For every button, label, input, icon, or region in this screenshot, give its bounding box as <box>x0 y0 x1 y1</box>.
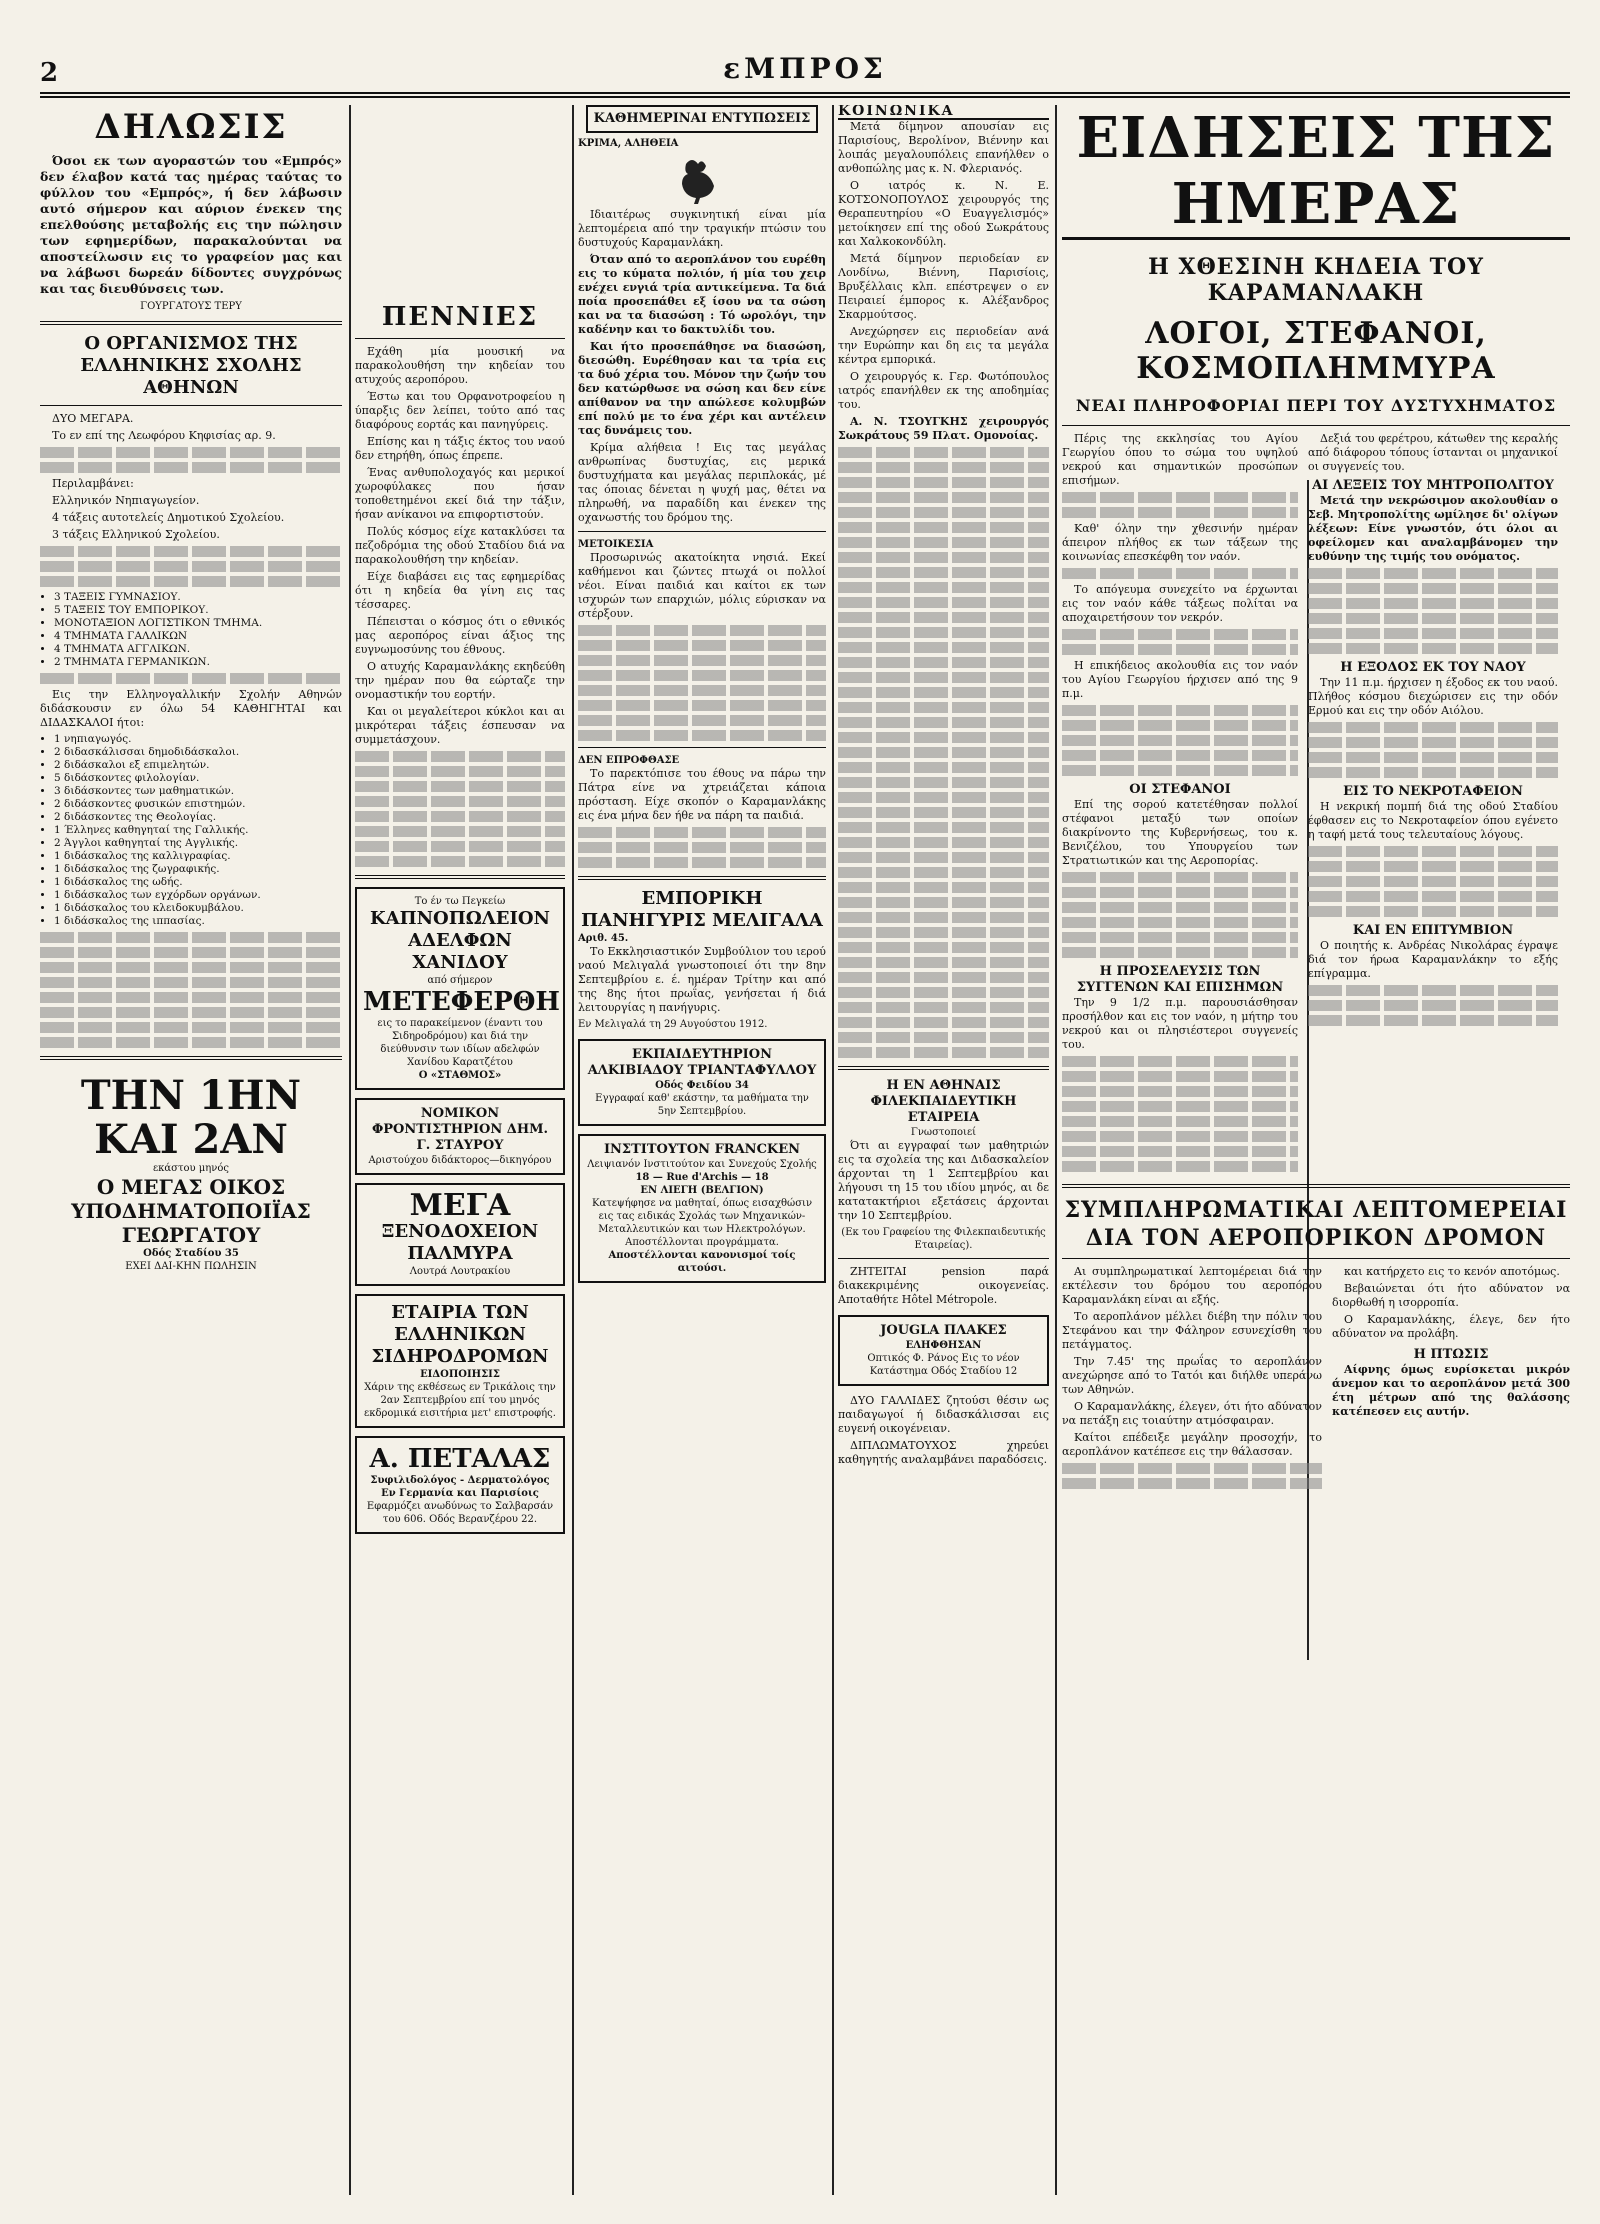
shoe-ad-name: Ο ΜΕΓΑΣ ΟΙΚΟΣ ΥΠΟΔΗΜΑΤΟΠΟΙΪΑΣ ΓΕΩΡΓΑΤΟΥ <box>71 1175 311 1247</box>
text-filler <box>838 807 1049 818</box>
news-left-text: Πέρις της εκκλησίας του Αγίου Γεωργίου όπου το σώμα του υψηλού νεκρού και σημαντικών προσώπων επισήμων. <box>1062 432 1298 487</box>
text-filler <box>1308 1000 1558 1011</box>
pennies-item: Είχε διαβάσει εις τας εφημερίδας ότι η κηδεία θα γίνη εις τας τέσσαρες. <box>355 570 565 611</box>
fair-title: ΕΜΠΟΡΙΚΗ ΠΑΝΗΓΥΡΙΣ ΜΕΛΙΓΑΛΑ <box>581 888 823 931</box>
francken-ad <box>578 1134 826 1283</box>
news-left-text: Καθ' όλην την χθεσινήν ημέραν άπειρον πλήθος εκ των τάξεων της κοινωνίας επεσκέφθη τον ναόν. <box>1062 522 1298 563</box>
teacher-item: • 1 νηπιαγωγός. <box>54 733 342 746</box>
page-number: 2 <box>40 58 59 88</box>
flight-details-right-text: Βεβαιώνεται ότι ήτο αδύνατον να διορθωθή η ισορροπία. <box>1332 1282 1570 1309</box>
impressions-text: Ιδιαιτέρως συγκινητική είναι μία λεπτομέρεια από την τραγικήν πτώσιν του δυστυχούς Καραμανλάκη. <box>578 208 826 249</box>
francken-city: ΕΝ ΛΙΕΓΗ (ΒΕΛΓΙΟΝ) <box>640 1185 764 1196</box>
relatives-text: Την 9 1/2 π.μ. παρουσιάσθησαν προσήλθον και εις τον ναόν, η μήτηρ του νεκρού και οι πλησιέστεροι συγγενείς του. <box>1062 996 1298 1051</box>
org-title: Ο ΟΡΓΑΝΙΣΜΟΣ ΤΗΣ ΕΛΛΗΝΙΚΗΣ ΣΧΟΛΗΣ ΑΘΗΝΩΝ <box>80 333 302 398</box>
text-filler <box>838 567 1049 578</box>
shoe-ad-sub: εκάστου μηνός <box>152 1163 229 1174</box>
tobacco-ad <box>355 887 565 1090</box>
flight-details-right-text: και κατήρχετο εις το κενόν αποτόμως. <box>1344 1265 1560 1278</box>
text-filler <box>1062 1131 1298 1142</box>
teacher-item: • 1 διδάσκαλος της ιππασίας. <box>54 915 342 928</box>
text-filler <box>1062 629 1298 640</box>
column-rule <box>349 105 351 2195</box>
divider <box>40 321 342 325</box>
column-social <box>838 105 1049 1470</box>
org-line: Περιλαμβάνει: <box>52 477 134 490</box>
news-banner: ΕΙΔΗΣΕΙΣ ΤΗΣ ΗΜΕΡΑΣ <box>1062 105 1570 240</box>
class-item: • 4 ΤΜΗΜΑΤΑ ΓΑΛΛΙΚΩΝ <box>54 630 342 643</box>
text-filler <box>1308 568 1558 579</box>
text-filler <box>838 612 1049 623</box>
fair-text: Το Εκκλησιαστικόν Συμβούλιον του ιερού ναού Μελιγαλά γνωστοποιεί ότι την 8ην Σεπτεμβρίου ε. έ. ημέραν Τρίτην και από της 8ης ήτοι πρωΐας, γενήσεται ή διά λειτουργίας η πανήγυρις. <box>578 945 826 1014</box>
text-filler <box>838 942 1049 953</box>
hotel-ad-name: ΞΕΝΟΔΟΧΕΙΟΝ ΠΑΛΜΥΡΑ <box>381 1221 539 1264</box>
class-item: • ΜΟΝΟΤΑΞΙΟΝ ΛΟΓΙΣΤΙΚΟΝ ΤΜΗΜΑ. <box>54 617 342 630</box>
text-filler <box>1062 1146 1298 1157</box>
metropolitan-title: ΑΙ ΛΕΞΕΙΣ ΤΟΥ ΜΗΤΡΟΠΟΛΙΤΟΥ <box>1312 478 1554 493</box>
pennies-item: Έστω και του Ορφανοτροφείου η ύπαρξις δεν λείπει, τούτο από τας διαφόρους εορτάς και πανηγύρεις. <box>355 390 565 431</box>
text-filler <box>838 672 1049 683</box>
doctor-ad <box>355 1436 565 1534</box>
teacher-item: • 3 διδάσκοντες των μαθηματικών. <box>54 785 342 798</box>
impressions-sub2: ΜΕΤΟΙΚΕΣΙΑ <box>578 539 654 550</box>
text-filler <box>838 897 1049 908</box>
crash-text: Αίφνης όμως ευρίσκεται μικρόν άνεμον και το αεροπλάνον μετά 300 έτη μέτρων από της θαλάσσης κατέπεσεν εις αυτήν. <box>1332 1363 1570 1418</box>
text-filler <box>838 822 1049 833</box>
school-ad-text: Εγγραφαί καθ' εκάστην, τα μαθήματα την 5ην Σεπτεμβρίου. <box>595 1093 809 1117</box>
epitaph-title: ΚΑΙ ΕΝ ΕΠΙΤΥΜΒΙΟΝ <box>1352 923 1514 938</box>
declaration-signature: ΓΟΥΡΓΑΤΟΥΣ ΤΕΡΥ <box>140 301 242 312</box>
text-filler <box>40 462 342 473</box>
divider <box>578 747 826 748</box>
school-ad <box>578 1039 826 1126</box>
shoe-ad <box>40 1068 342 1279</box>
social-item: Ο ιατρός κ. Ν. Ε. ΚΟΤΣΟΝΟΠΟΥΛΟΣ χειρουργός της Θεραπευτηρίου «Ο Ευαγγελισμός» μετοίκησεν επί της οδού Σωκράτους και Χαλκοκονδύλη. <box>838 179 1049 248</box>
flight-details-text: Την 7.45' της πρωΐας το αεροπλάνον ανεχώρησε από το Τατόι και διήλθε υπεράνω των Αθηνών. <box>1062 1355 1322 1396</box>
flight-details-text: Καίτοι επέδειξε μεγάλην προσοχήν, το αεροπλάνον κατέπεσε εις την θάλασσαν. <box>1062 1431 1322 1458</box>
teacher-item: • 1 διδάσκαλος των εγχόρδων οργάνων. <box>54 889 342 902</box>
jougla-ad <box>838 1315 1049 1386</box>
teacher-list <box>40 733 342 928</box>
text-filler <box>1062 507 1298 518</box>
text-filler <box>1308 598 1558 609</box>
hotel-ad-sub: Λουτρά Λουτρακίου <box>409 1266 511 1277</box>
impressions-text: Και ήτο προσεπάθησε να διασώση, διεσώθη. Ευρέθησαν και τα τρία εις τα δυό χέρια του. Μόνον την ζωήν του δεν κατώρθωσε να σώση και δεν είνε απίθανον να την απώλεσε κολυμβών επί πολύ με το ένα χέρι και αντέλειν τας δυνάμεις του. <box>578 340 826 437</box>
tutor-ad: ΔΙΠΛΩΜΑΤΟΥΧΟΣ χηρεύει καθηγητής αναλαμβάνει παραδόσεις. <box>838 1439 1049 1466</box>
jougla-title: JOUGLA ΠΛΑΚΕΣ <box>880 1323 1007 1338</box>
text-filler <box>838 957 1049 968</box>
society-text: Ότι αι εγγραφαί των μαθητριών εις τα σχολεία της και Διδασκαλείον άρχονται τη 1 Σεπτεμβρίου και λήγουσι τη 15 του ιδίου μηνός, αι δε κατατακτήριοι εξετάσεις άρχονται την 10 Σεπτεμβρίου. <box>838 1139 1049 1222</box>
text-filler <box>1062 1056 1298 1067</box>
shoe-ad-tail: ΕΧΕΙ ΔΑΙ-ΚΗΝ ΠΩΛΗΣΙΝ <box>125 1261 257 1272</box>
column-rule <box>1055 105 1057 2195</box>
text-filler <box>40 932 342 943</box>
text-filler <box>1308 737 1558 748</box>
text-filler <box>838 717 1049 728</box>
text-filler <box>355 781 565 792</box>
text-filler <box>838 837 1049 848</box>
text-filler <box>838 642 1049 653</box>
column-pennies <box>355 300 565 1542</box>
divider <box>355 875 565 879</box>
text-filler <box>1062 917 1298 928</box>
divider <box>1062 1184 1570 1188</box>
society-source: (Εκ του Γραφείου της Φιλεκπαιδευτικής Εταιρείας). <box>841 1227 1046 1251</box>
text-filler <box>578 842 826 853</box>
class-item: • 4 ΤΜΗΜΑΤΑ ΑΓΓΛΙΚΩΝ. <box>54 643 342 656</box>
flight-details-right <box>1332 1265 1570 1493</box>
text-filler <box>838 852 1049 863</box>
flight-details-columns <box>1062 1265 1570 1493</box>
pennies-item: Και οι μεγαλείτεροι κύκλοι και αι μικρότεραι τάξεις έσπευσαν να συμμετάσχουν. <box>355 705 565 746</box>
text-filler <box>40 546 342 557</box>
text-filler <box>578 655 826 666</box>
text-filler <box>838 927 1049 938</box>
doctor-ad-text: Εφαρμόζει ανωδύνως το Σαλβαρσάν του 606. Οδός Βερανζέρου 22. <box>366 1501 554 1525</box>
hotel-ad-big: ΜΕΓΑ <box>409 1188 511 1223</box>
jougla-text: Οπτικός Φ. Ράνος Εις το νέον Κατάστημα Οδός Σταδίου 12 <box>867 1353 1020 1377</box>
text-filler <box>1062 1086 1298 1097</box>
social-item: Α. Ν. ΤΣΟΥΓΚΗΣ χειρουργός Σωκράτους 59 Πλατ. Ομονοίας. <box>838 415 1049 442</box>
law-school-sub: Αριστούχου διδάκτορος—δικηγόρου <box>368 1155 552 1166</box>
fair-number: Αριθ. 45. <box>578 933 629 944</box>
crash-title: Η ΠΤΩΣΙΣ <box>1413 1347 1489 1362</box>
text-filler <box>1062 887 1298 898</box>
text-filler <box>40 447 342 458</box>
school-ad-address: Οδός Φειδίου 34 <box>655 1080 749 1091</box>
teacher-item: • 2 Άγγλοι καθηγηταί της Αγγλικής. <box>54 837 342 850</box>
news-sub-crowds: ΛΟΓΟΙ, ΣΤΕΦΑΝΟΙ, ΚΟΣΜΟΠΛΗΜΜΥΡΑ <box>1136 316 1496 386</box>
text-filler <box>355 796 565 807</box>
text-filler <box>578 730 826 741</box>
text-filler <box>1308 985 1558 996</box>
exit-text: Την 11 π.μ. ήρχισεν η έξοδος εκ του ναού. Πλήθος κόσμου διεχώρισεν εις την οδόν Ερμού και εις την οδόν Αιόλου. <box>1308 676 1558 717</box>
text-filler <box>838 447 1049 458</box>
text-filler <box>1062 1478 1322 1489</box>
pennies-item: Ο ατυχής Καραμανλάκης εκηδεύθη την ημέραν που θα εώρταζε την ονομαστικήν του εορτήν. <box>355 660 565 701</box>
divider <box>838 1258 1049 1259</box>
text-filler <box>1308 906 1558 917</box>
law-school-name: ΝΟΜΙΚΟΝ ΦΡΟΝΤΙΣΤΗΡΙΟΝ ΔΗΜ. Γ. ΣΤΑΥΡΟΥ <box>371 1106 549 1153</box>
column-declaration <box>40 105 342 1287</box>
text-filler <box>1308 643 1558 654</box>
text-filler <box>838 522 1049 533</box>
org-line: Ελληνικόν Νηπιαγωγείον. <box>52 494 200 507</box>
text-filler <box>1062 902 1298 913</box>
impressions-sub3: ΔΕΝ ΕΠΡΟΦΘΑΣΕ <box>578 755 680 766</box>
text-filler <box>1062 1463 1322 1474</box>
text-filler <box>1308 876 1558 887</box>
text-filler <box>1308 752 1558 763</box>
doctor-ad-name: Α. ΠΕΤΑΛΑΣ <box>369 1444 551 1474</box>
text-filler <box>1308 846 1558 857</box>
text-filler <box>40 992 342 1003</box>
cemetery-text: Η νεκρική πομπή διά της οδού Σταδίου έφθασεν εις το Νεκροταφείον όπου εγένετο η ταφή μετά τους τελευταίους λόγους. <box>1308 800 1558 841</box>
text-filler <box>1062 872 1298 883</box>
text-filler <box>838 1002 1049 1013</box>
text-filler <box>838 507 1049 518</box>
org-line: Το εν επί της Λεωφόρου Κηφισίας αρ. 9. <box>52 429 276 442</box>
text-filler <box>1308 583 1558 594</box>
text-filler <box>578 700 826 711</box>
teacher-item: • 2 διδάσκοντες της Θεολογίας. <box>54 811 342 824</box>
text-filler <box>355 766 565 777</box>
text-filler <box>355 751 565 762</box>
declaration-title: ΔΗΛΩΣΙΣ <box>94 107 288 147</box>
railway-ad <box>355 1294 565 1428</box>
text-filler <box>1062 750 1298 761</box>
society-title: Η ΕΝ ΑΘΗΝΑΙΣ ΦΙΛΕΚΠΑΙΔΕΥΤΙΚΗ ΕΤΑΙΡΕΙΑ <box>870 1078 1017 1125</box>
text-filler <box>578 827 826 838</box>
impressions-title: ΚΑΘΗΜΕΡΙΝΑΙ ΕΝΤΥΠΩΣΕΙΣ <box>586 105 819 133</box>
shoe-ad-address: Οδός Σταδίου 35 <box>143 1248 239 1259</box>
wreaths-text: Επί της σορού κατετέθησαν πολλοί στέφανοι μεταξύ των οποίων διακρίνοντο της Κυβερνήσεως, του κ. Βενιζέλου, του Υπουργείου των Στρατιωτικών και της Αεροπορίας. <box>1062 798 1298 867</box>
text-filler <box>1062 1071 1298 1082</box>
text-filler <box>838 792 1049 803</box>
railway-ad-title: ΕΤΑΙΡΙΑ ΤΩΝ ΕΛΛΗΝΙΚΩΝ ΣΙΔΗΡΟΔΡΟΜΩΝ <box>371 1302 549 1367</box>
text-filler <box>355 811 565 822</box>
news-right <box>1308 432 1558 1176</box>
text-filler <box>838 537 1049 548</box>
text-filler <box>1308 891 1558 902</box>
relatives-title: Η ΠΡΟΣΕΛΕΥΣΙΣ ΤΩΝ ΣΥΓΓΕΝΩΝ ΚΑΙ ΕΠΙΣΗΜΩΝ <box>1076 964 1284 995</box>
text-filler <box>1062 947 1298 958</box>
teacher-item: • 1 διδάσκαλος της ζωγραφικής. <box>54 863 342 876</box>
tobacco-ad-text: εις το παρακείμενον (έναντι του Σιδηροδρόμου) και διά την διεύθυνσιν των ιδίων αδελφών Χανίδου Καρατζέτου <box>377 1018 543 1068</box>
text-filler <box>838 912 1049 923</box>
impressions-subtitle: ΚΡΙΜΑ, ΑΛΗΘΕΙΑ <box>578 138 679 149</box>
org-line: ΔΥΟ ΜΕΓΑΡΑ. <box>52 412 134 425</box>
pennies-item: Ένας ανθυπολοχαγός και μερικοί χωροφύλακες που ήσαν τοποθετημένοι εκεί διά την τάξιν, ήσαν ανίκανοι να επιφορτιστούν. <box>355 466 565 521</box>
text-filler <box>1062 568 1298 579</box>
text-filler <box>838 747 1049 758</box>
metropolitan-text: Μετά την νεκρώσιμον ακολουθίαν ο Σεβ. Μητροπολίτης ωμίλησε δι' ολίγων λέξεων: Είνε γνωστόν, ότι όλοι αι οφείλομεν και αναλαμβάνομεν την ευθύνην της τιμής του ονόματος. <box>1308 494 1558 563</box>
flight-details-text: Ο Καραμανλάκης, έλεγεν, ότι ήτο αδύνατον να πετάξη εις τοιαύτην ατμόσφαιραν. <box>1062 1400 1322 1427</box>
teacher-item: • 1 διδάσκαλος του κλειδοκυμβάλου. <box>54 902 342 915</box>
text-filler <box>1062 932 1298 943</box>
page-header <box>40 52 1570 98</box>
impressions-text: Κρίμα αλήθεια ! Εις τας μεγάλας ανθρωπίνας δυστυχίας, εις μερικά δυστυχήματα και μεγάλας περιπλοκάς, μέ τας όποιας δένεται η ψυχή μας, θέτει να πληρωθή, να παραδίδη και ένεκεν της οχανωστής του δρόμου της. <box>578 441 826 524</box>
news-left-text: Το απόγευμα συνεχείτο να έρχωνται εις τον ναόν κάθε τάξεως πολίται να αποχαιρετήσουν τον νεκρόν. <box>1062 583 1298 624</box>
text-filler <box>40 947 342 958</box>
social-item: Μετά δίμηνον απουσίαν εις Παρισίους, Βερολίνον, Βιέννην και λοιπάς μεγαλουπόλεις επανήλθεν ο ανθοπώλης μας κ. Ν. Φλεριανός. <box>838 120 1049 175</box>
text-filler <box>1062 705 1298 716</box>
text-filler <box>838 987 1049 998</box>
hotel-ad <box>355 1183 565 1286</box>
text-filler <box>838 657 1049 668</box>
rooster-icon <box>672 154 732 204</box>
divider <box>1062 425 1570 426</box>
class-list <box>40 591 342 669</box>
pension-ad: ΖΗΤΕΙΤΑΙ pension παρά διακεκριμένης οικογενείας. Αποταθήτε Hôtel Métropole. <box>838 1265 1049 1306</box>
divider <box>1062 1258 1570 1259</box>
law-school-ad <box>355 1098 565 1175</box>
text-filler <box>838 477 1049 488</box>
column-rule <box>832 105 834 2195</box>
text-filler <box>838 882 1049 893</box>
social-item: Ο χειρουργός κ. Γερ. Φωτόπουλος ιατρός επανήλθεν εκ της αποδημίας του. <box>838 370 1049 411</box>
text-filler <box>355 856 565 867</box>
news-sub-funeral: Η ΧΘΕΣΙΝΗ ΚΗΔΕΙΑ ΤΟΥ ΚΑΡΑΜΑΝΛΑΚΗ <box>1148 254 1484 306</box>
shoe-ad-headline: ΤΗΝ 1ΗΝ ΚΑΙ 2ΑΝ <box>80 1072 302 1163</box>
text-filler <box>578 625 826 636</box>
text-filler <box>40 962 342 973</box>
news-right-text: Δεξιά του φερέτρου, κάτωθεν της κεραλής από διάφορου τόπους ίστανται οι μηχανικοί οι συγγενείς του. <box>1308 432 1558 473</box>
text-filler <box>355 826 565 837</box>
flight-details-text: Αι συμπληρωματικαί λεπτομέρειαι διά την εκτέλεσιν του δρόμου του αεροπόρου Καραμανλάκη είναι αι εξής. <box>1062 1265 1322 1306</box>
francken-sub: Λειψιανόν Ινστιτούτον και Συνεχούς Σχολής <box>587 1159 817 1170</box>
declaration-notice: Όσοι εκ των αγοραστών του «Εμπρός» δεν έλαβον κατά τας ημέρας ταύτας το φύλλον του «Εμπρός», ή δεν λάβωσιν αυτό σήμερον και αύριον ένεκεν της επελθούσης μεταβολής εις την πώλησιν των εφημερίδων, παρακαλούνται να αποστείλωσιν εις το γραφείον μας και να λάβωσι δωρεάν δίδοντες συγχρόνως και τας διευθύνσεις των. <box>40 153 342 296</box>
text-filler <box>838 597 1049 608</box>
pennies-item: Πολύς κόσμος είχε κατακλύσει τα πεζοδρόμια της οδού Σταδίου διά να παρακολουθήση την κηδείαν. <box>355 525 565 566</box>
column-news-of-day <box>1062 105 1570 1493</box>
text-filler <box>1062 1116 1298 1127</box>
text-filler <box>40 1037 342 1048</box>
text-filler <box>838 492 1049 503</box>
francken-title: ΙΝΣΤΙΤΟΥΤΟΝ FRANCKEN <box>603 1142 801 1157</box>
text-filler <box>40 561 342 572</box>
teacher-item: • 1 διδάσκαλος της ωδής. <box>54 876 342 889</box>
cemetery-title: ΕΙΣ ΤΟ ΝΕΚΡΟΤΑΦΕΙΟΝ <box>1343 784 1523 799</box>
text-filler <box>1062 765 1298 776</box>
text-filler <box>1308 861 1558 872</box>
text-filler <box>838 972 1049 983</box>
text-filler <box>838 867 1049 878</box>
divider <box>40 1056 342 1060</box>
governess-ad: ΔΥΟ ΓΑΛΛΙΔΕΣ ζητούσι θέσιν ως παιδαγωγοί ή διδασκάλισσαι εις ευγενή οικογένειαν. <box>838 1394 1049 1435</box>
text-filler <box>40 673 342 684</box>
social-item: Ανεχώρησεν εις περιοδείαν ανά την Ευρώπην και δη εις τα μεγάλα κέντρα εμπορικά. <box>838 325 1049 366</box>
news-sub-info: ΝΕΑΙ ΠΛΗΡΟΦΟΡΙΑΙ ΠΕΡΙ ΤΟΥ ΔΥΣΤΥΧΗΜΑΤΟΣ <box>1075 396 1557 415</box>
class-item: • 2 ΤΜΗΜΑΤΑ ΓΕΡΜΑΝΙΚΩΝ. <box>54 656 342 669</box>
text-filler <box>1062 1101 1298 1112</box>
francken-tail: Αποστέλλονται κανονισμοί τοίς αιτούσι. <box>608 1250 796 1274</box>
text-filler <box>838 582 1049 593</box>
text-filler <box>838 1032 1049 1043</box>
text-filler <box>838 1017 1049 1028</box>
text-filler <box>1308 613 1558 624</box>
teacher-item: • 1 διδάσκαλος της καλλιγραφίας. <box>54 850 342 863</box>
pennies-item: Επίσης και η τάξις έκτος του ναού δεν ετηρήθη, όπως έπρεπε. <box>355 435 565 462</box>
school-ad-title: ΕΚΠΑΙΔΕΥΤΗΡΙΟΝ ΑΛΚΙΒΙΑΔΟΥ ΤΡΙΑΝΤΑΦΥΛΛΟΥ <box>587 1047 817 1078</box>
class-item: • 3 ΤΑΞΕΙΣ ΓΥΜΝΑΣΙΟΥ. <box>54 591 342 604</box>
divider <box>355 338 565 339</box>
society-announces: Γνωστοποιεί <box>910 1127 977 1138</box>
masthead: εΜΠΡΟΣ <box>723 52 887 85</box>
impressions-text: Όταν από το αεροπλάνον του ευρέθη εις το κύματα πολιόν, ή μία του χειρ ενέχει ενγιά τρία αντικείμενα. Τα διά ποία προσεπάθει εξ ίσου να τα σώση και να τα διασώση : Τό ωρολόγι, την καδένην και το δακτυλίδι του. <box>578 253 826 336</box>
text-filler <box>40 1022 342 1033</box>
text-filler <box>838 702 1049 713</box>
pennies-item: Πέπεισται ο κόσμος ότι ο εθνικός μας αεροπόρος είναι άξιος της ευγνωμοσύνης του έθνους. <box>355 615 565 656</box>
news-left <box>1062 432 1298 1176</box>
text-filler <box>838 462 1049 473</box>
flight-details-text: Το αεροπλάνον μέλλει διέβη την πόλιν του Στεφάνου και την Φάληρον εσυνεχίσθη του πετάγματος. <box>1062 1310 1322 1351</box>
impressions-sub3-text: Το παρεκτόπισε του έθους να πάρω την Πάτρα είνε να χτρειάζεται κάποια πρόσταση. Είχε σκοπόν ο Καραμανλάκης εις ένα μήνα δεν ήθε να πάρη τα παιδιά. <box>578 767 826 822</box>
text-filler <box>40 977 342 988</box>
news-two-columns <box>1062 432 1570 1176</box>
text-filler <box>578 670 826 681</box>
social-title: ΚΟΙΝΩΝΙΚΑ <box>838 105 1049 120</box>
text-filler <box>838 1047 1049 1058</box>
railway-ad-sub: ΕΙΔΟΠΟΙΗΣΙΣ <box>420 1369 500 1380</box>
org-line: 3 τάξεις Ελληνικού Σχολείου. <box>52 528 220 541</box>
tobacco-ad-note: Ο «ΣΤΑΘΜΟΣ» <box>418 1070 502 1081</box>
divider <box>578 876 826 880</box>
text-filler <box>838 762 1049 773</box>
text-filler <box>1062 1161 1298 1172</box>
fair-date: Εν Μελιγαλά τη 29 Αυγούστου 1912. <box>578 1019 768 1030</box>
teacher-item: • 2 διδασκάλισσαι δημοδιδάσκαλοι. <box>54 746 342 759</box>
text-filler <box>40 576 342 587</box>
text-filler <box>1062 735 1298 746</box>
flight-details-title: ΣΥΜΠΛΗΡΩΜΑΤΙΚΑΙ ΛΕΠΤΟΜΕΡΕΙΑΙ ΔΙΑ ΤΟΝ ΑΕΡΟΠΟΡΙΚΟΝ ΔΡΟΜΟΝ <box>1064 1197 1568 1251</box>
jougla-sub: ΕΛΗΦΘΗΣΑΝ <box>905 1340 982 1351</box>
column-rule <box>572 105 574 2195</box>
flight-details-right-text: Ο Καραμανλάκης, έλεγε, δεν ήτο αδύνατον να προλάβη. <box>1332 1313 1570 1340</box>
text-filler <box>1308 767 1558 778</box>
text-filler <box>578 685 826 696</box>
tobacco-ad-mid: από σήμερον <box>427 975 493 986</box>
news-left-text: Η επικήδειος ακολουθία εις τον ναόν του Αγίου Γεωργίου ήρχισεν από της 9 π.μ. <box>1062 659 1298 700</box>
text-filler <box>838 627 1049 638</box>
column-impressions <box>578 105 826 1291</box>
flight-details-left <box>1062 1265 1322 1493</box>
tobacco-ad-moved: ΜΕΤΕΦΕΡΘΗ <box>363 987 560 1017</box>
impressions-sub2-text: Προσωρινώς ακατοίκητα νησιά. Εκεί καθήμενοι και ζώντες πτωχά οι πολλοί νέοι. Είναι παιδιά και καίτοι εκ των ισχυρών των επαρχιών, μόλις εύρισκαν να στέρξουν. <box>578 551 826 620</box>
text-filler <box>1062 492 1298 503</box>
tobacco-ad-top: Το έν τω Πεγκείω <box>414 896 506 907</box>
text-filler <box>578 857 826 868</box>
teacher-item: • 5 διδάσκοντες φιλολογίαν. <box>54 772 342 785</box>
social-item: Μετά δίμηνον περιοδείαν εν Λονδίνω, Βιέννη, Παρισίοις, Βρυξέλλαις κλπ. επέστρεψεν ο εν Πειραιεί έμπορος κ. Αλέξανδρος Σκαρμούτσος. <box>838 252 1049 321</box>
text-filler <box>838 732 1049 743</box>
epitaph-text: Ο ποιητής κ. Ανδρέας Νικολάρας έγραψε διά τον ήρωα Καραμανλάκην το εξής επίγραμμα. <box>1308 939 1558 980</box>
doctor-ad-sub: Συφιλιδολόγος - Δερματολόγος Εν Γερμανία και Παρισίοις <box>370 1475 550 1499</box>
francken-text: Κατεψήφησε να μαθηταί, όπως εισαχθώσιν εις τας ειδικάς Σχολάς των Μηχανικών-Μεταλλευτικών και των Ηλεκτρολόγων. Αποστέλλονται προγράμματα. <box>591 1198 813 1248</box>
pennies-title: ΠΕΝΝΙΕΣ <box>381 302 539 332</box>
teacher-item: • 2 διδάσκαλοι εξ επιμελητών. <box>54 759 342 772</box>
teacher-item: • 1 Έλληνες καθηγηταί της Γαλλικής. <box>54 824 342 837</box>
exit-title: Η ΕΞΟΔΟΣ ΕΚ ΤΟΥ ΝΑΟΥ <box>1340 660 1526 675</box>
text-filler <box>838 552 1049 563</box>
text-filler <box>1062 644 1298 655</box>
francken-address: 18 — Rue d'Archis — 18 <box>635 1172 769 1183</box>
teacher-item: • 2 διδάσκοντες φυσικών επιστημών. <box>54 798 342 811</box>
text-filler <box>578 715 826 726</box>
tobacco-ad-name: ΚΑΠΝΟΠΩΛΕΙΟΝ ΑΔΕΛΦΩΝ ΧΑΝΙΔΟΥ <box>370 908 550 973</box>
text-filler <box>1308 628 1558 639</box>
divider <box>40 405 342 406</box>
text-filler <box>838 777 1049 788</box>
text-filler <box>1062 720 1298 731</box>
wreaths-title: ΟΙ ΣΤΕΦΑΝΟΙ <box>1129 782 1231 797</box>
divider <box>578 531 826 532</box>
text-filler <box>40 1007 342 1018</box>
text-filler <box>578 640 826 651</box>
pennies-item: Εχάθη μία μουσική να παρακολουθήση την κηδείαν του ατυχούς αεροπόρου. <box>355 345 565 386</box>
text-filler <box>838 687 1049 698</box>
text-filler <box>355 841 565 852</box>
org-line: 4 τάξεις αυτοτελείς Δημοτικού Σχολείου. <box>52 511 285 524</box>
teachers-intro: Εις την Ελληνογαλλικήν Σχολήν Αθηνών διδάσκουσιν εν όλω 54 ΚΑΘΗΓΗΤΑΙ και ΔΙΔΑΣΚΑΛΟΙ ήτοι: <box>40 688 342 729</box>
text-filler <box>1308 722 1558 733</box>
railway-ad-text: Χάριν της εκθέσεως εν Τρικάλοις την 2αν Σεπτεμβρίου επί του μηνός εκδρομικά εισιτήρια μετ' επιστροφής. <box>364 1382 556 1419</box>
divider <box>838 1066 1049 1070</box>
text-filler <box>1308 1015 1558 1026</box>
class-item: • 5 ΤΑΞΕΙΣ ΤΟΥ ΕΜΠΟΡΙΚΟΥ. <box>54 604 342 617</box>
